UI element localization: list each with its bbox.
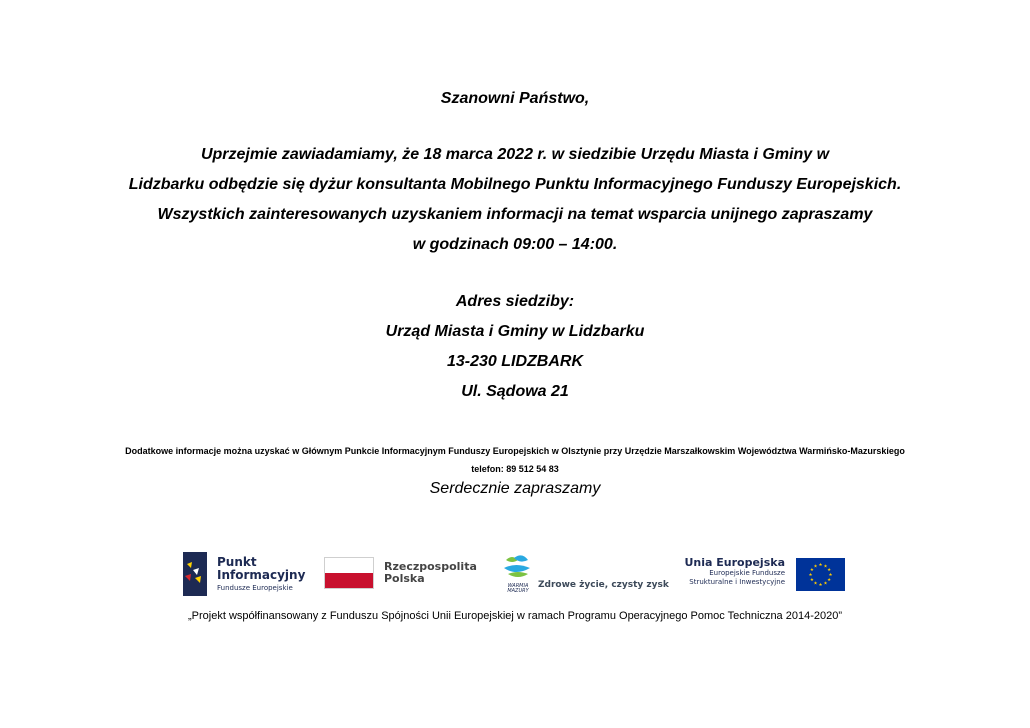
eu-star-icon: ★	[823, 580, 828, 586]
informacyjny-label: Informacyjny	[217, 568, 306, 582]
punkt-informacyjny-text	[217, 556, 305, 592]
unia-europejska-text	[684, 556, 785, 587]
polska-label: Polska	[384, 572, 425, 585]
announcement-line: w godzinach 09:00 – 14:00.	[412, 236, 618, 253]
rzeczpospolita-label: Rzeczpospolita	[384, 560, 477, 573]
announcement-paragraph	[0, 140, 1030, 260]
announcement-line: Wszystkich zainteresowanych uzyskaniem informacji na temat wsparcia unijnego zapraszamy	[157, 206, 873, 223]
warmia-mazury-slogan: Zdrowe życie, czysty zysk	[538, 580, 669, 590]
logo-bar	[0, 552, 1030, 596]
svg-text:MAZURY: MAZURY	[507, 588, 529, 594]
unia-europejska-label: Unia Europejska	[684, 556, 785, 569]
greeting: Szanowni Państwo,	[440, 90, 590, 107]
rzeczpospolita-logo	[324, 552, 477, 596]
announcement-line: Lidzbarku odbędzie się dyżur konsultanta Mobilnego Punktu Informacyjnego Funduszy Europejskich.	[128, 176, 902, 193]
svg-text:WARMIA: WARMIA	[507, 583, 529, 589]
eu-star-icon: ★	[813, 563, 818, 569]
eu-star-icon: ★	[827, 577, 832, 582]
address-line: Urząd Miasta i Gminy w Lidzbarku	[385, 323, 645, 340]
unia-europejska-logo	[680, 552, 845, 596]
phone-number: telefon: 89 512 54 83	[471, 464, 559, 474]
eu-star-icon: ★	[818, 562, 823, 567]
additional-info: Dodatkowe informacje można uzyskać w Głównym Punkcie Informacyjnym Funduszy Europejskich w Olsztynie przy Urzędzie Marszałkowskim Województwa Warmińsko-Mazurskiego	[125, 446, 905, 456]
polish-flag-icon	[324, 557, 374, 589]
address-line: Ul. Sądowa 21	[461, 383, 569, 400]
eu-star-icon: ★	[827, 567, 832, 572]
fe-star-icon	[183, 552, 211, 596]
eu-star-icon: ★	[809, 577, 814, 582]
eu-star-icon: ★	[828, 572, 833, 577]
address-line: 13-230 LIDZBARK	[446, 353, 584, 370]
punkt-label: Punkt	[217, 555, 257, 569]
address-block	[0, 287, 1030, 407]
punkt-informacyjny-logo	[183, 552, 313, 596]
closing-text: Serdecznie zapraszamy	[429, 480, 601, 497]
rzeczpospolita-text	[384, 561, 477, 585]
eu-star-icon: ★	[808, 572, 813, 577]
eu-star-icon: ★	[813, 580, 818, 586]
announcement-line: Uprzejmie zawiadamiamy, że 18 marca 2022 r. w siedzibie Urzędu Miasta i Gminy w	[200, 146, 830, 163]
eu-star-icon: ★	[818, 582, 823, 587]
eu-structural-label: Strukturalne i Inwestycyjne	[689, 578, 785, 586]
warmia-mazury-logo	[500, 552, 669, 596]
eu-flag-icon	[796, 558, 845, 591]
fundusze-label: Fundusze Europejskie	[217, 584, 293, 592]
address-heading: Adres siedziby:	[455, 293, 575, 310]
warmia-mazury-emblem-icon	[500, 554, 536, 594]
eu-star-icon: ★	[823, 563, 828, 569]
eu-star-icon: ★	[809, 567, 814, 572]
project-footer: „Projekt współfinansowany z Funduszu Spójności Unii Europejskiej w ramach Programu Operacyjnego Pomoc Techniczna 2014-2020”	[187, 610, 843, 622]
eu-funds-label: Europejskie Fundusze	[709, 569, 785, 577]
